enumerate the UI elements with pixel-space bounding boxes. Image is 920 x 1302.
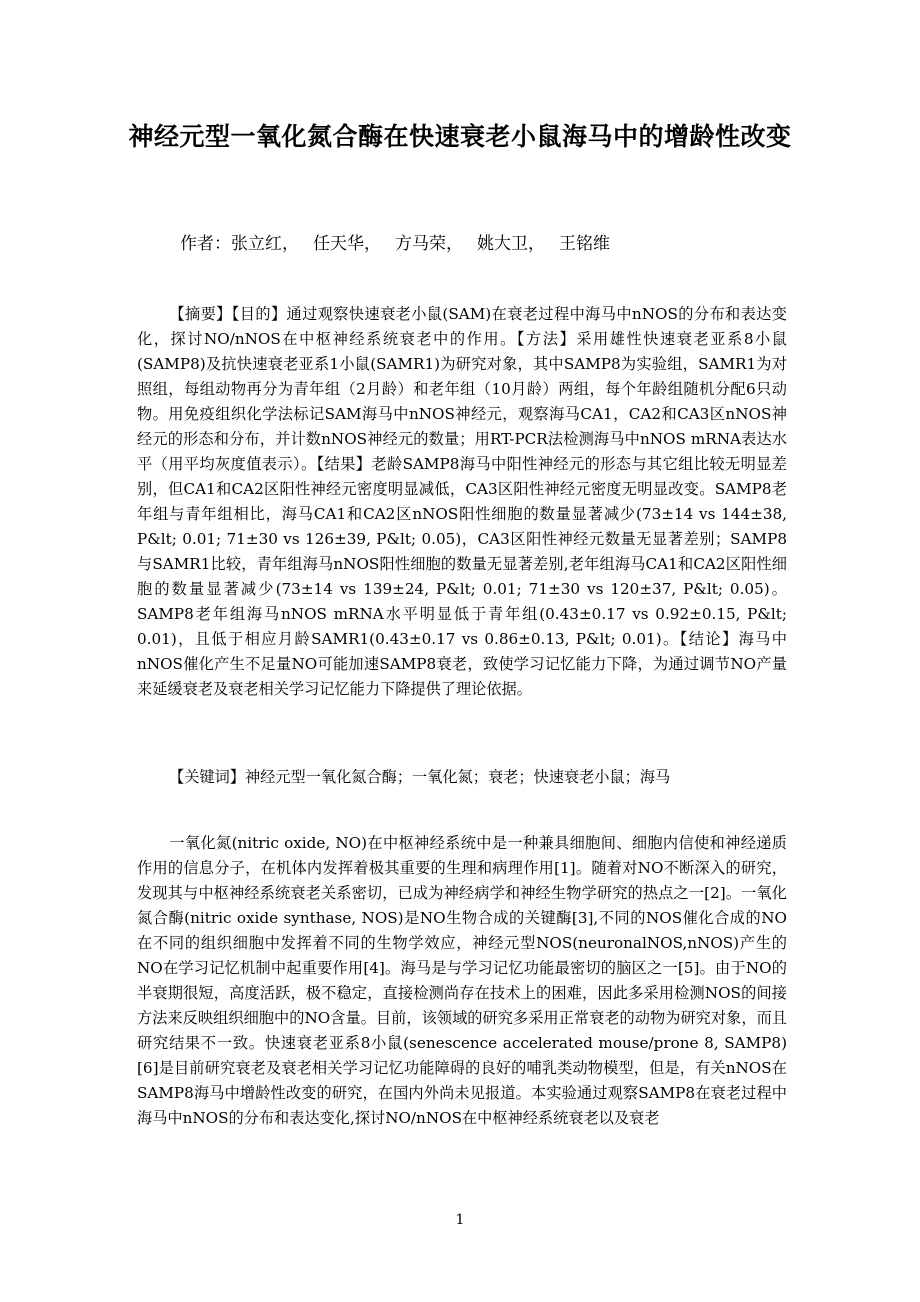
paper-title: 神经元型一氧化氮合酶在快速衰老小鼠海马中的增龄性改变 [128,122,792,151]
intro-paragraph [137,831,787,1131]
page-number: 1 [455,1212,465,1228]
authors-label: 作者： [180,234,231,254]
intro-text: 一氧化氮(nitric oxide, NO)在中枢神经系统中是一种兼具细胞间、细胞内信使和神经递质作用的信息分子，在机体内发挥着极其重要的生理和病理作用[1]。随着对NO不断深入的研究，发现其与中枢神经系统衰老关系密切，已成为神经病学和神经生物学研究的热点之一[2]。一氧化氮合酶(nitric oxide synthase, NOS)是NO生物合成的关键酶[3],不同的NOS催化合成的NO在不同的组织细胞中发挥着不同的生物学效应，神经元型NOS(neuronalNOS,nNOS)产生的NO在学习记忆机制中起重要作用[4]。海马是与学习记忆功能最密切的脑区之一[5]。由于NO的半衰期很短，高度活跃，极不稳定，直接检测尚存在技术上的困难，因此多采用检测NOS的间接方法来反映组织细胞中的NO含量。目前，该领域的研究多采用正常衰老的动物为研究对象，而且研究结果不一致。快速衰老亚系8小鼠(senescence accelerated mouse/prone 8, SAMP8) [6]是目前研究衰老及衰老相关学习记忆功能障碍的良好的哺乳类动物模型，但是，有关nNOS在SAMP8海马中增龄性改变的研究，在国内外尚未见报道。本实验通过观察SAMP8在衰老过程中海马中nNOS的分布和表达变化,探讨NO/nNOS在中枢神经系统衰老以及衰老 [137,834,787,1127]
author-name: 张立红， [231,234,299,254]
abstract-paragraph [137,302,787,702]
author-name: 任天华， [313,234,381,254]
author-name: 姚大卫， [477,234,545,254]
author-name: 方马荣， [395,234,463,254]
keywords-paragraph [137,765,787,790]
keywords-text: 【关键词】神经元型一氧化氮合酶；一氧化氮；衰老；快速衰老小鼠；海马 [169,768,671,786]
author-line [180,231,610,257]
author-name: 王铭维 [559,234,610,254]
abstract-text: 【摘要】【目的】通过观察快速衰老小鼠(SAM)在衰老过程中海马中nNOS的分布和表达变化，探讨NO/nNOS在中枢神经系统衰老中的作用。【方法】采用雄性快速衰老亚系8小鼠(SAMP8)及抗快速衰老亚系1小鼠(SAMR1)为研究对象，其中SAMP8为实验组，SAMR1为对照组，每组动物再分为青年组（2月龄）和老年组（10月龄）两组，每个年龄组随机分配6只动物。用免疫组织化学法标记SAM海马中nNOS神经元，观察海马CA1，CA2和CA3区nNOS神经元的形态和分布，并计数nNOS神经元的数量；用RT-PCR法检测海马中nNOS mRNA表达水平（用平均灰度值表示）。【结果】老龄SAMP8海马中阳性神经元的形态与其它组比较无明显差别，但CA1和CA2区阳性神经元密度明显减低，CA3区阳性神经元密度无明显改变。SAMP8老年组与青年组相比，海马CA1和CA2区nNOS阳性细胞的数量显著减少(73±14 vs 144±38, P&lt; 0.01; 71±30 vs 126±39, P&lt; 0.05)，CA3区阳性神经元数量无显著差别；SAMP8与SAMR1比较，青年组海马nNOS阳性细胞的数量无显著差别,老年组海马CA1和CA2区阳性细胞的数量显著减少(73±14 vs 139±24, P&lt; 0.01; 71±30 vs 120±37, P&lt; 0.05)。SAMP8老年组海马nNOS mRNA水平明显低于青年组(0.43±0.17 vs 0.92±0.15, P&lt; 0.01)，且低于相应月龄SAMR1(0.43±0.17 vs 0.86±0.13, P&lt; 0.01)。【结论】海马中nNOS催化产生不足量NO可能加速SAMP8衰老，致使学习记忆能力下降，为通过调节NO产量来延缓衰老及衰老相关学习记忆能力下降提供了理论依据。 [137,305,787,698]
